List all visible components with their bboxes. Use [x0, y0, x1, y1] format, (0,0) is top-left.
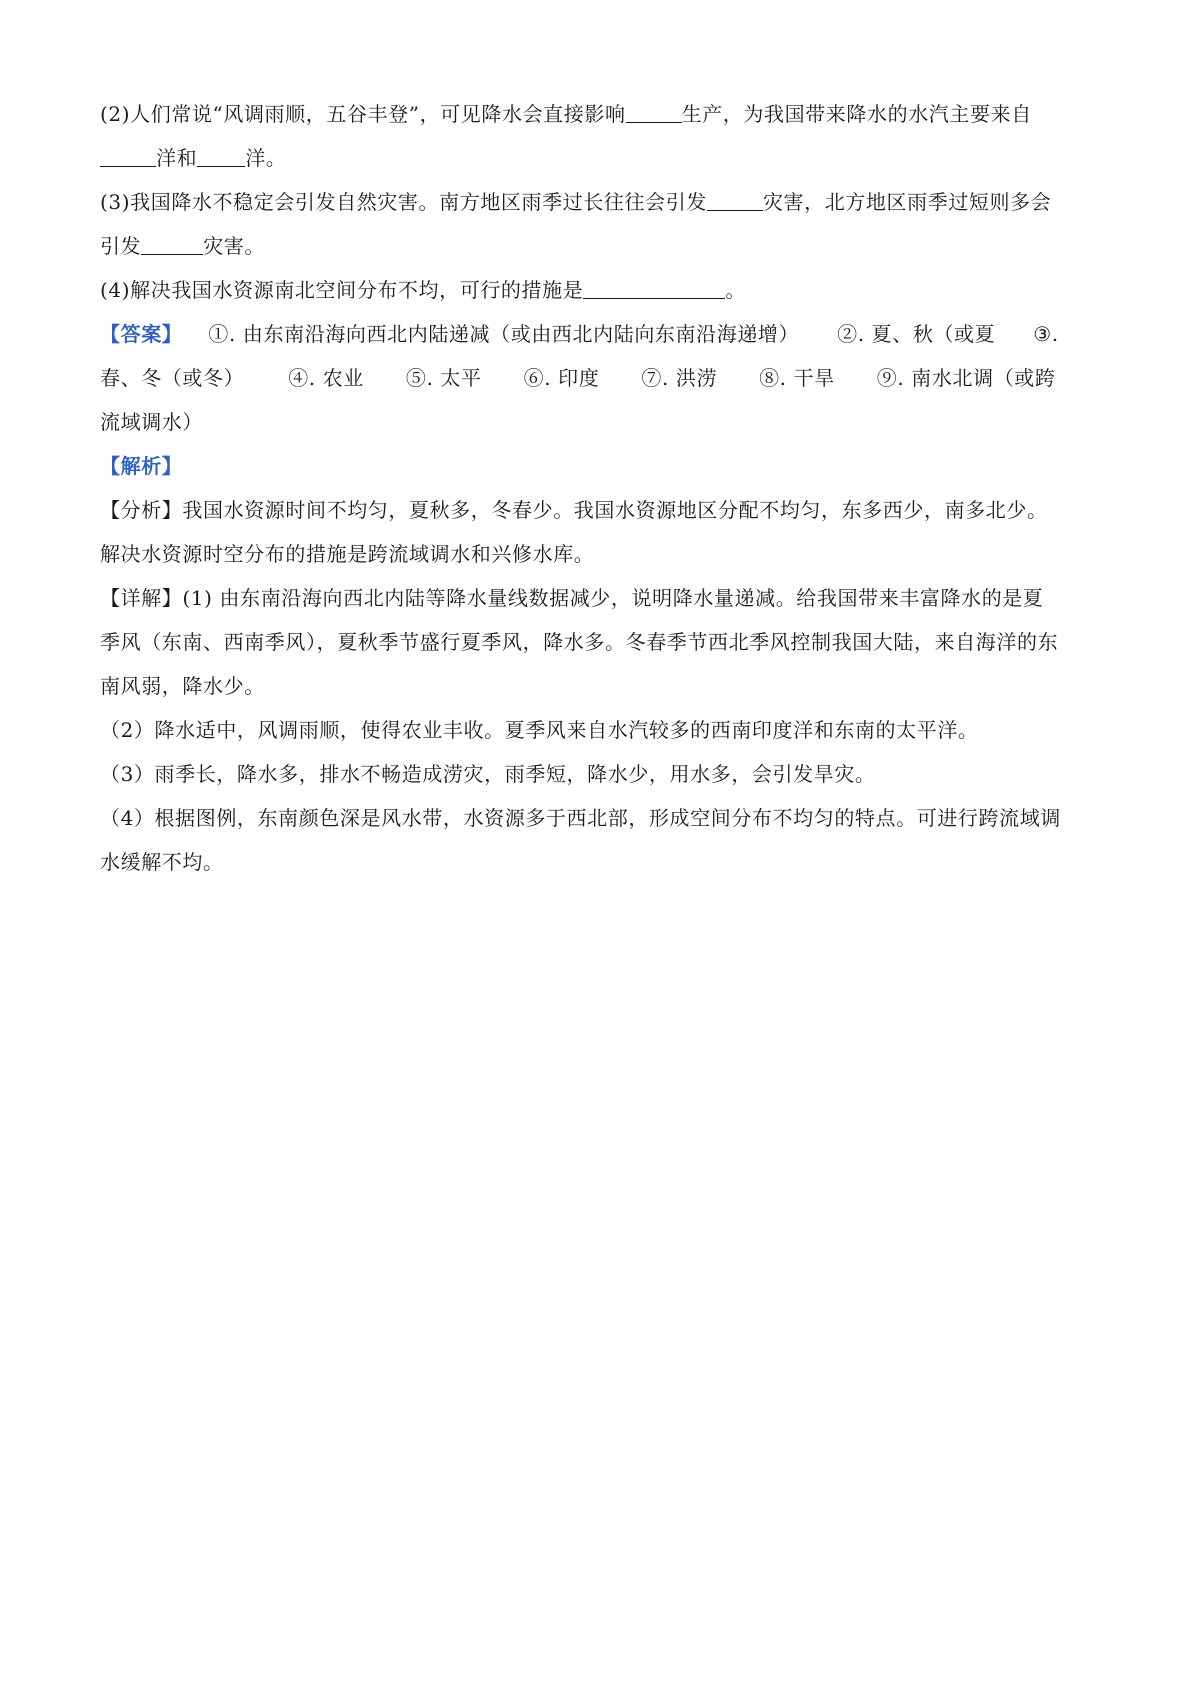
answer-item: ⑥. 印度 [523, 366, 600, 390]
answer-blank [707, 188, 763, 211]
question-2-text-b: 生产，为我国带来降水的水汽主要来自 [681, 102, 1032, 126]
analysis-paragraph-4-line-2 [100, 840, 1100, 884]
answer-item: ②. 夏、秋（或夏 [837, 322, 996, 346]
answer-item: ⑧. 干旱 [759, 366, 835, 390]
answer-item: ④. 农业 [288, 366, 364, 390]
question-2-line-2 [100, 136, 1100, 180]
answer-tag: 【答案】 [100, 322, 183, 346]
answer-line-2 [100, 356, 1100, 400]
xiangjie-tag: 【详解】 [100, 586, 183, 610]
answer-blank [100, 144, 156, 167]
question-3-text-d: 灾害。 [203, 234, 266, 258]
question-2-text-c: 洋和 [156, 146, 198, 170]
answer-item: ⑨. 南水北调（或跨 [876, 366, 1056, 390]
fenxi-tag: 【分析】 [100, 498, 183, 522]
question-3-text-b: 灾害，北方地区雨季过短则多会 [762, 190, 1052, 214]
answer-item: ⑤. 太平 [405, 366, 482, 390]
question-4-text-a: (4)解决我国水资源南北空间分布不均，可行的措施是 [100, 278, 584, 302]
paragraph-text: 水缓解不均。 [100, 850, 224, 874]
question-4-text-b: 。 [725, 278, 746, 302]
answer-line-1 [100, 312, 1100, 356]
answer-item: 春、冬（或冬） [100, 366, 245, 390]
answer-blank [197, 144, 245, 167]
answer-line-3 [100, 400, 1100, 444]
xiangjie-text: (1) 由东南沿海向西北内陆等降水量线数据减少，说明降水量递减。给我国带来丰富降水的是夏 [182, 586, 1044, 610]
answer-blank [626, 100, 682, 123]
question-4-line-1 [100, 268, 1100, 312]
document-page [100, 92, 1100, 884]
analysis-fenxi-line-1 [100, 488, 1100, 532]
fenxi-text: 我国水资源时间不均匀，夏秋多，冬春少。我国水资源地区分配不均匀，东多西少，南多北少。 [182, 498, 1048, 522]
analysis-xiangjie-line-2 [100, 620, 1100, 664]
xiangjie-text: 季风（东南、西南季风），夏秋季节盛行夏季风，降水多。冬春季节西北季风控制我国大陆，来自海洋的东 [100, 630, 1059, 654]
answer-item: ⑦. 洪涝 [641, 366, 718, 390]
analysis-header [100, 444, 1100, 488]
question-3-line-2 [100, 224, 1100, 268]
analysis-paragraph-2 [100, 708, 1100, 752]
analysis-fenxi-line-2 [100, 532, 1100, 576]
paragraph-text: （4）根据图例，东南颜色深是风水带，水资源多于西北部，形成空间分布不均匀的特点。可进行跨流域调 [100, 806, 1061, 830]
question-3-line-1 [100, 180, 1100, 224]
fenxi-text: 解决水资源时空分布的措施是跨流域调水和兴修水库。 [100, 542, 595, 566]
question-3-text-a: (3)我国降水不稳定会引发自然灾害。南方地区雨季过长往往会引发 [100, 190, 707, 214]
analysis-xiangjie-line-1 [100, 576, 1100, 620]
answer-item: ③. [1033, 322, 1059, 346]
paragraph-text: （3）雨季长，降水多，排水不畅造成涝灾，雨季短，降水少，用水多，会引发旱灾。 [100, 762, 876, 786]
answer-item: 流域调水） [100, 410, 203, 434]
question-3-text-c: 引发 [100, 234, 142, 258]
answer-item: ①. 由东南沿海向西北内陆递减（或由西北内陆向东南沿海递增） [208, 322, 800, 346]
analysis-paragraph-4-line-1 [100, 796, 1100, 840]
question-2-text-a: (2)人们常说“风调雨顺，五谷丰登”，可见降水会直接影响 [100, 102, 626, 126]
analysis-xiangjie-line-3 [100, 664, 1100, 708]
question-2-text-d: 洋。 [245, 146, 287, 170]
answer-blank [141, 232, 203, 255]
analysis-paragraph-3 [100, 752, 1100, 796]
answer-blank [583, 276, 725, 299]
question-2-line-1 [100, 92, 1100, 136]
xiangjie-text: 南风弱，降水少。 [100, 674, 265, 698]
analysis-tag: 【解析】 [100, 454, 183, 478]
paragraph-text: （2）降水适中，风调雨顺，使得农业丰收。夏季风来自水汽较多的西南印度洋和东南的太平洋。 [100, 718, 979, 742]
